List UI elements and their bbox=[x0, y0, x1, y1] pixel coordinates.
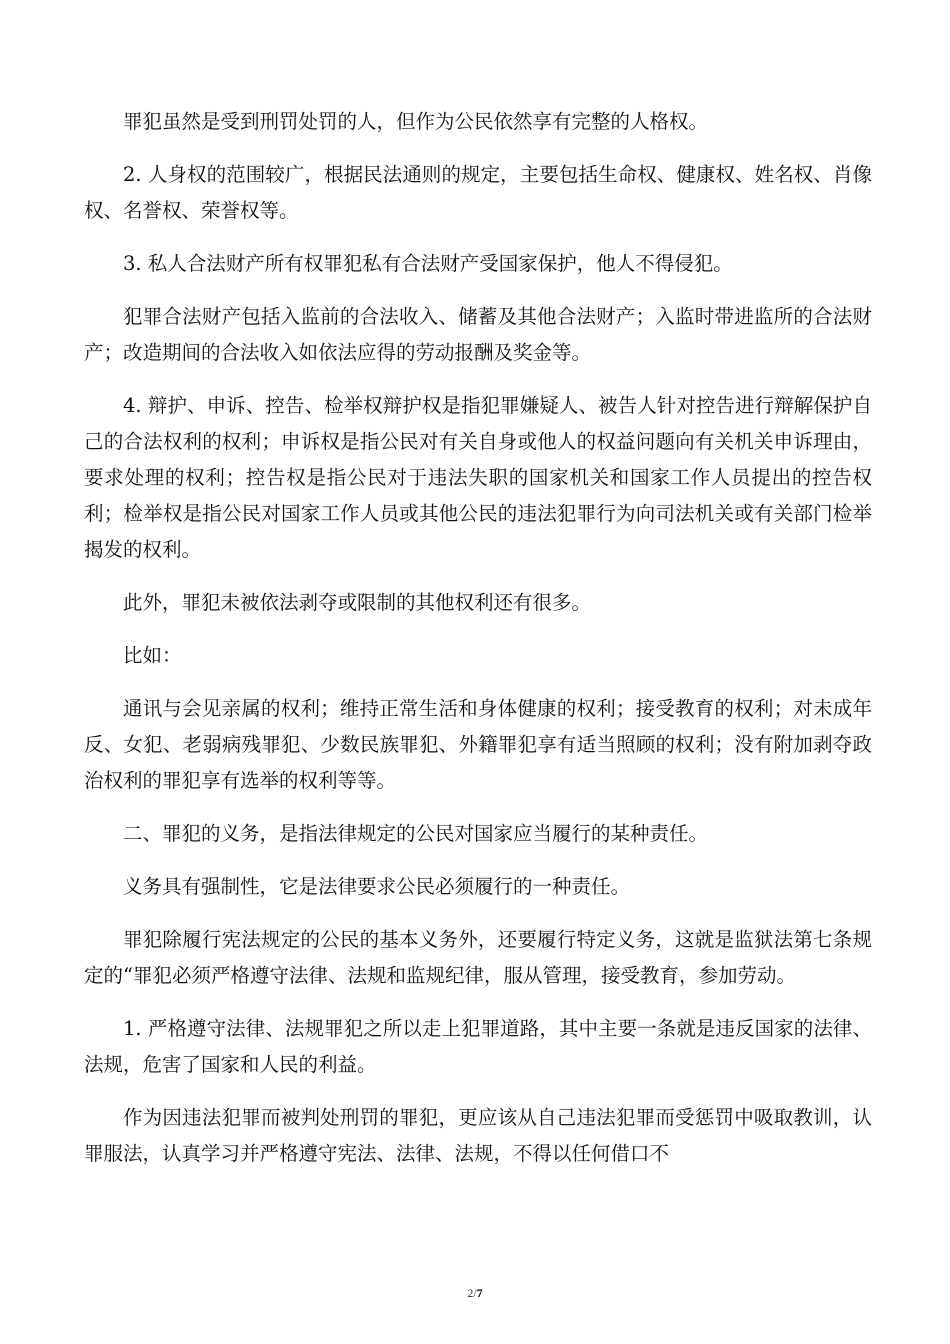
paragraph: 1. 严格遵守法律、法规罪犯之所以走上犯罪道路，其中主要一条就是违反国家的法律、法规，危害了国家和人民的利益。 bbox=[84, 1017, 872, 1076]
paragraph: 罪犯虽然是受到刑罚处罚的人，但作为公民依然享有完整的人格权。 bbox=[123, 110, 709, 133]
paragraph: 通讯与会见亲属的权利；维持正常生活和身体健康的权利；接受教育的权利；对未成年反、女犯、老弱病残罪犯、少数民族罪犯、外籍罪犯享有适当照顾的权利；没有附加剥夺政治权利的罪犯享有选举的权利等等。 bbox=[84, 697, 872, 792]
paragraph: 作为因违法犯罪而被判处刑罚的罪犯，更应该从自己违法犯罪而受惩罚中吸取教训，认罪服法，认真学习并严格遵守宪法、法律、法规，不得以任何借口不 bbox=[84, 1106, 872, 1165]
paragraph: 二、罪犯的义务，是指法律规定的公民对国家应当履行的某种责任。 bbox=[123, 822, 709, 845]
paragraph: 犯罪合法财产包括入监前的合法收入、储蓄及其他合法财产；入监时带进监所的合法财产；改造期间的合法收入如依法应得的劳动报酬及奖金等。 bbox=[84, 305, 872, 364]
paragraph: 2. 人身权的范围较广，根据民法通则的规定，主要包括生命权、健康权、姓名权、肖像权、名誉权、荣誉权等。 bbox=[84, 163, 872, 222]
document-body bbox=[84, 104, 872, 1189]
paragraph: 3. 私人合法财产所有权罪犯私有合法财产受国家保护，他人不得侵犯。 bbox=[123, 252, 733, 275]
paragraph: 4. 辩护、申诉、控告、检举权辩护权是指犯罪嫌疑人、被告人针对控告进行辩解保护自己的合法权利的权利；申诉权是指公民对有关自身或他人的权益问题向有关机关申诉理由，要求处理的权利；控告权是指公民对于违法失职的国家机关和国家工作人员提出的控告权利；检举权是指公民对国家工作人员或其他公民的违法犯罪行为向司法机关或有关部门检举揭发的权利。 bbox=[84, 394, 872, 561]
paragraph: 义务具有强制性，它是法律要求公民必须履行的一种责任。 bbox=[123, 875, 631, 898]
paragraph: 此外，罪犯未被依法剥夺或限制的其他权利还有很多。 bbox=[123, 591, 592, 614]
paragraph: 比如： bbox=[123, 644, 182, 667]
total-pages-label: 7 bbox=[476, 1286, 483, 1300]
page-number bbox=[0, 1286, 950, 1301]
paragraph: 罪犯除履行宪法规定的公民的基本义务外，还要履行特定义务，这就是监狱法第七条规定的“罪犯必须严格遵守法律、法规和监规纪律，服从管理，接受教育，参加劳动。 bbox=[84, 928, 872, 987]
current-page-label: 2/ bbox=[467, 1286, 477, 1300]
